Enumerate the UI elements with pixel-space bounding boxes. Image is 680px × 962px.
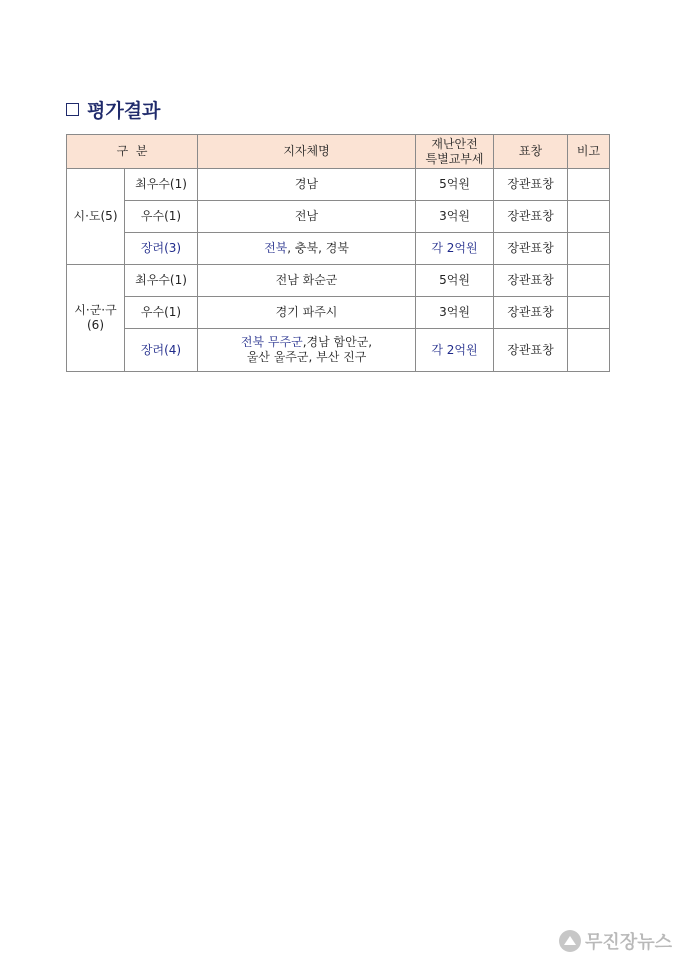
- header-category: 구 분: [67, 135, 198, 169]
- note-cell: [568, 233, 610, 265]
- table-row: [67, 169, 610, 201]
- award-cell: 장관표창: [494, 201, 568, 233]
- grade-cell: 장려(4): [125, 329, 198, 372]
- evaluation-result-table: [66, 134, 610, 372]
- award-cell: 장관표창: [494, 329, 568, 372]
- section-heading: [66, 96, 160, 123]
- note-cell: [568, 201, 610, 233]
- header-tax: [416, 135, 494, 169]
- watermark-text: 무진장뉴스: [585, 932, 672, 953]
- region-rest: , 충북, 경북: [287, 241, 349, 255]
- mountain-logo-icon: [559, 930, 581, 952]
- grade-cell: 우수(1): [125, 297, 198, 329]
- table-header-row: [67, 135, 610, 169]
- table-row: [67, 265, 610, 297]
- award-cell: 장관표창: [494, 265, 568, 297]
- region-cell: [198, 329, 416, 372]
- tax-cell: 3억원: [416, 297, 494, 329]
- note-cell: [568, 297, 610, 329]
- header-award: 표창: [494, 135, 568, 169]
- watermark: [559, 928, 672, 954]
- table-row: [67, 297, 610, 329]
- grade-cell: 최우수(1): [125, 265, 198, 297]
- tax-cell: 3억원: [416, 201, 494, 233]
- region-highlight: 전북: [264, 241, 288, 255]
- award-cell: 장관표창: [494, 297, 568, 329]
- header-tax-line1: 재난안전: [431, 136, 478, 151]
- region-rest: ,경남 함안군,: [302, 335, 373, 349]
- checkbox-square-icon: [66, 103, 79, 116]
- group-label: [67, 265, 125, 372]
- award-cell: 장관표창: [494, 233, 568, 265]
- region-line2: 울산 울주군, 부산 진구: [246, 350, 367, 364]
- grade-cell: 우수(1): [125, 201, 198, 233]
- award-cell: 장관표창: [494, 169, 568, 201]
- tax-cell: 각 2억원: [416, 233, 494, 265]
- tax-cell: 각 2억원: [416, 329, 494, 372]
- tax-cell: 5억원: [416, 265, 494, 297]
- group-label-line1: 시·군·구: [74, 303, 117, 317]
- region-highlight: 전북 무주군: [240, 335, 303, 349]
- region-cell: 경남: [198, 169, 416, 201]
- table-row: [67, 233, 610, 265]
- region-cell: 전남 화순군: [198, 265, 416, 297]
- header-region: 지자체명: [198, 135, 416, 169]
- header-tax-line2: 특별교부세: [425, 151, 484, 166]
- header-note: 비고: [568, 135, 610, 169]
- group-label: 시·도(5): [67, 169, 125, 265]
- section-title: 평가결과: [87, 100, 161, 122]
- note-cell: [568, 169, 610, 201]
- tax-cell: 5억원: [416, 169, 494, 201]
- group-label-line2: (6): [87, 318, 104, 332]
- grade-cell: 장려(3): [125, 233, 198, 265]
- table-row: [67, 201, 610, 233]
- region-cell: 전남: [198, 201, 416, 233]
- region-cell: 경기 파주시: [198, 297, 416, 329]
- region-cell: [198, 233, 416, 265]
- note-cell: [568, 265, 610, 297]
- note-cell: [568, 329, 610, 372]
- grade-cell: 최우수(1): [125, 169, 198, 201]
- table-row: [67, 329, 610, 372]
